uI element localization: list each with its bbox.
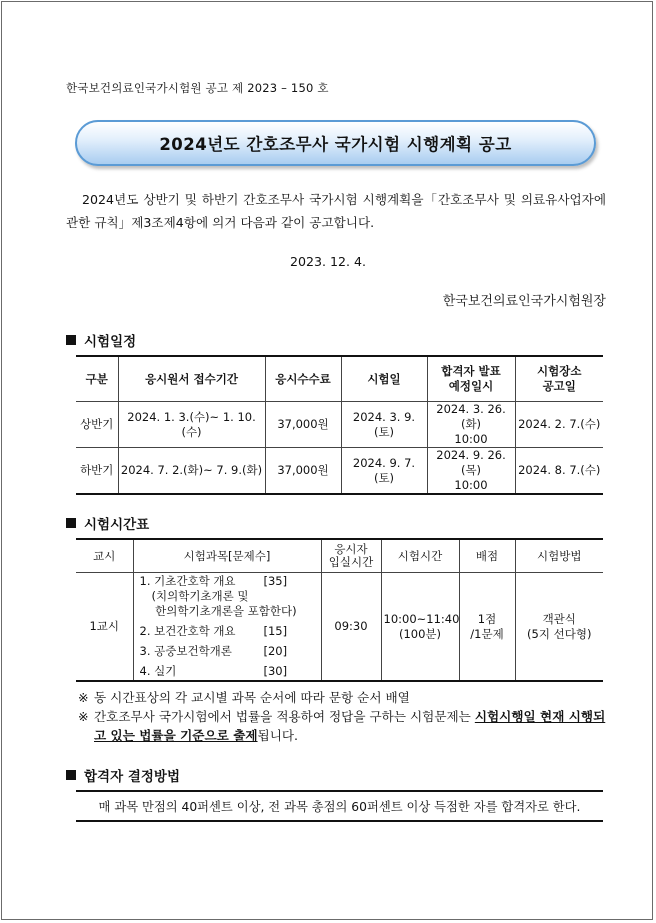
subject-item: [140, 574, 315, 589]
schedule-heading-label: 시험일정: [84, 334, 137, 350]
table-row: [76, 448, 603, 495]
schedule-heading: [66, 330, 136, 350]
schedule-header-cell: 시험장소 공고일: [515, 356, 603, 402]
schedule-header-cell: 시험일: [341, 356, 427, 402]
schedule-header-row: [76, 356, 603, 402]
notice-date: 2023. 12. 4.: [289, 254, 367, 269]
schedule-cell: 37,000원: [265, 448, 341, 495]
square-bullet-icon: [66, 770, 76, 780]
reference-mark: ※: [78, 709, 89, 724]
timetable-header-cell: 시험시간: [381, 539, 459, 573]
pass-criteria-heading-label: 합격자 결정방법: [84, 769, 180, 785]
schedule-cell: 37,000원: [265, 402, 341, 448]
schedule-cell: 2024. 9. 26.(목) 10:00: [427, 448, 515, 495]
issuer-name: 한국보건의료인국가시험원장: [442, 294, 606, 309]
note-text-post: 됩니다.: [257, 728, 299, 743]
timetable-header-cell: 시험과목[문제수]: [133, 539, 321, 573]
schedule-table: [76, 355, 603, 495]
schedule-cell: 2024. 3. 26.(화) 10:00: [427, 402, 515, 448]
subject-item: [140, 644, 315, 659]
timetable-heading-label: 시험시간표: [84, 517, 150, 533]
method-cell: 객관식 (5지 선다형): [515, 573, 603, 682]
schedule-cell: 하반기: [76, 448, 118, 495]
schedule-cell: 상반기: [76, 402, 118, 448]
pass-criteria-heading: [66, 765, 180, 785]
pass-criteria-box: [76, 790, 603, 822]
title-banner: [75, 120, 596, 166]
note-text-pre: 간호조무사 국가시험에서 법률을 적용하여 정답을 구하는 시험문제는: [94, 709, 475, 724]
note-emphasis: 시험시행일 현재 시행되고 있는 법률을 기준으로 출제: [94, 709, 606, 743]
intro-paragraph: 2024년도 상반기 및 하반기 간호조무사 국가시험 시행계획을「간호조무사 및 의료유사업자에 관한 규칙」제3조제4항에 의거 다음과 같이 공고합니다.: [66, 192, 606, 230]
schedule-cell: 2024. 1. 3.(수)~ 1. 10.(수): [118, 402, 265, 448]
timetable-header-cell: 시험방법: [515, 539, 603, 573]
subject-name: 4. 실기: [139, 664, 177, 678]
notes: [78, 688, 608, 745]
table-row: [76, 402, 603, 448]
table-row: [76, 573, 603, 682]
note-text: 동 시간표상의 각 교시별 과목 순서에 따라 문항 순서 배열: [94, 690, 410, 705]
schedule-header-cell: 구분: [76, 356, 118, 402]
schedule-header-cell: 응시수수료: [265, 356, 341, 402]
subject-list-cell: [133, 573, 321, 682]
subject-name: 3. 공중보건학개론: [139, 644, 232, 658]
subject-item: [140, 664, 315, 679]
square-bullet-icon: [66, 518, 76, 528]
question-count: [15]: [263, 624, 288, 638]
question-count: [30]: [263, 664, 288, 678]
score-cell: 1점 /1문제: [459, 573, 515, 682]
note-item: [78, 688, 608, 707]
question-count: [35]: [263, 574, 288, 588]
schedule-cell: 2024. 2. 7.(수): [515, 402, 603, 448]
period-cell: 1교시: [76, 573, 133, 682]
notice-number: 한국보건의료인국가시험원 공고 제 2023 – 150 호: [66, 81, 329, 95]
exam-time-cell: 10:00~11:40 (100분): [381, 573, 459, 682]
subject-name: 2. 보건간호학 개요: [139, 624, 236, 638]
schedule-header-cell: 합격자 발표 예정일시: [427, 356, 515, 402]
timetable-header-cell: 응시자 입실시간: [321, 539, 381, 573]
reference-mark: ※: [78, 690, 89, 705]
timetable-table: [76, 538, 603, 682]
subject-name: 1. 기초간호학 개요: [139, 574, 236, 588]
schedule-cell: 2024. 9. 7.(토): [341, 448, 427, 495]
timetable-header-cell: 배점: [459, 539, 515, 573]
pass-criteria-text: 매 과목 만점의 40퍼센트 이상, 전 과목 총점의 60퍼센트 이상 득점한 자를 합격자로 한다.: [98, 800, 581, 814]
square-bullet-icon: [66, 335, 76, 345]
entry-time-cell: 09:30: [321, 573, 381, 682]
note-text: [94, 707, 608, 745]
question-count: [20]: [263, 644, 288, 658]
page-title: 2024년도 간호조무사 국가시험 시행계획 공고: [159, 135, 512, 154]
schedule-cell: 2024. 7. 2.(화)~ 7. 9.(화): [118, 448, 265, 495]
timetable-header-cell: 교시: [76, 539, 133, 573]
schedule-header-cell: 응시원서 접수기간: [118, 356, 265, 402]
schedule-cell: 2024. 8. 7.(수): [515, 448, 603, 495]
note-item: [78, 707, 608, 745]
subject-subnote: (치의학기초개론 및 한의학기초개론을 포함한다): [151, 589, 297, 618]
subject-item: [140, 624, 315, 639]
timetable-heading: [66, 513, 149, 533]
schedule-cell: 2024. 3. 9.(토): [341, 402, 427, 448]
timetable-header-row: [76, 539, 603, 573]
